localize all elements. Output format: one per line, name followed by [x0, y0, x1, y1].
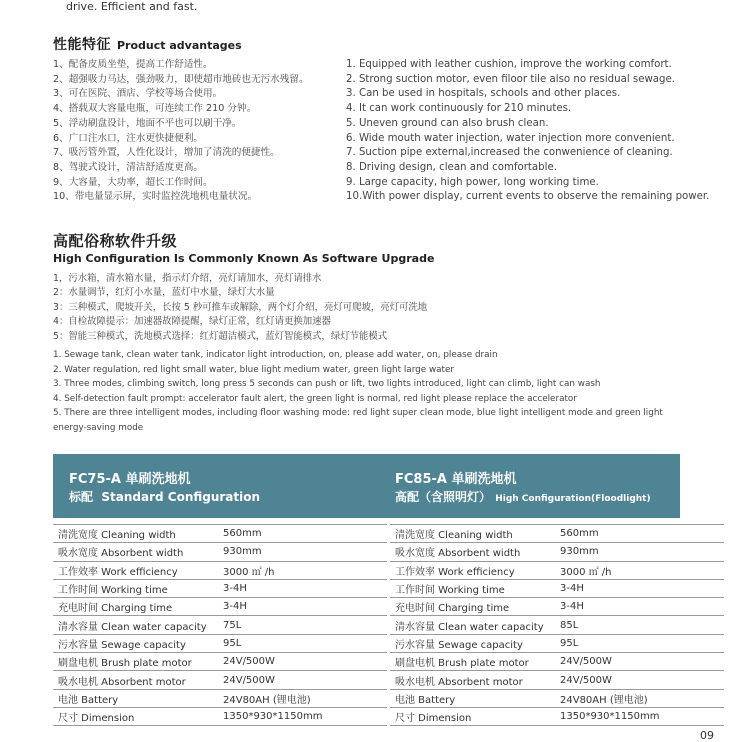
right-model-name: FC85-A 单刷洗地机 — [395, 472, 517, 487]
list-item: 7、吸污管外置，人性化设计，增加了清洗的便捷性。 — [53, 147, 280, 159]
page-number: 09 — [700, 729, 714, 742]
spec-key: 工作时间 Working time — [390, 579, 556, 597]
table-row — [53, 579, 387, 597]
left-model-name: FC75-A 单刷洗地机 — [69, 472, 191, 487]
table-row — [390, 543, 724, 561]
spec-value: 3-4H — [219, 598, 387, 616]
list-item: 1、配备皮质坐垫，提高工作舒适性。 — [53, 59, 213, 70]
spec-value: 95L — [219, 634, 387, 652]
spec-key: 尺寸 Dimension — [390, 707, 556, 725]
table-row — [390, 598, 724, 616]
list-item: 10.With power display, current events to observe the remaining power. — [346, 191, 710, 203]
list-item: 3. Three modes, climbing switch, long press 5 seconds can push or lift, two lights introduced, light can climb, light can wash — [53, 379, 601, 389]
table-row — [390, 616, 724, 634]
high-config-title-cn: 高配俗称软件升级 — [53, 232, 178, 250]
spec-key: 吸水电机 Absorbent motor — [390, 671, 556, 689]
list-item: 5. Uneven ground can also brush clean. — [346, 117, 549, 129]
list-item: 7. Suction pipe external,increased the conwenience of cleaning. — [346, 147, 673, 159]
list-item: 6. Wide mouth water injection, water injection more convenient. — [346, 132, 675, 144]
table-row — [390, 653, 724, 671]
table-row — [53, 653, 387, 671]
high-config-en-list — [53, 348, 683, 435]
list-item: 3：三种模式，爬坡开关，长按 5 秒可推车或解除，两个灯介绍，亮灯可爬坡，亮灯可洗地 — [53, 301, 428, 313]
spec-value: 75L — [219, 616, 387, 634]
list-item: 8. Driving design, clean and comfortable. — [346, 161, 557, 173]
spec-key: 污水容量 Sewage capacity — [53, 634, 219, 652]
table-row — [53, 543, 387, 561]
spec-value: 3-4H — [556, 598, 724, 616]
list-item: 3、可在医院、酒店、学校等场合使用。 — [53, 88, 223, 100]
table-row — [53, 616, 387, 634]
spec-key: 工作效率 Work efficiency — [390, 561, 556, 579]
left-config-label — [69, 488, 260, 505]
spec-value: 24V80AH (锂电池) — [219, 689, 387, 707]
list-item: 1，污水箱，清水箱水量，指示灯介绍，亮灯请加水，亮灯请排水 — [53, 273, 322, 284]
spec-value: 930mm — [556, 543, 724, 561]
left-config-en: Standard Configuration — [101, 490, 261, 504]
spec-key: 刷盘电机 Brush plate motor — [390, 653, 556, 671]
list-item: 9、大容量，大功率，超长工作时间。 — [53, 176, 213, 188]
spec-value: 930mm — [219, 543, 387, 561]
spec-value: 1350*930*1150mm — [219, 707, 387, 725]
list-item: 5. There are three intelligent modes, including floor washing mode: red light super clean mode, blue light intelligent mode and green light energy-saving mode — [53, 408, 663, 433]
spec-key: 充电时间 Charging time — [53, 598, 219, 616]
advantages-title-cn: 性能特征 — [53, 37, 111, 53]
advantages-title-en: Product advantages — [117, 39, 242, 52]
high-config-title-en: High Configuration Is Commonly Known As Software Upgrade — [53, 252, 435, 265]
table-row — [53, 707, 387, 725]
list-item: 6、广口注水口，注水更快捷便利。 — [53, 132, 204, 144]
table-row — [53, 525, 387, 543]
spec-value: 3000 ㎡ /h — [219, 561, 387, 579]
spec-key: 工作效率 Work efficiency — [53, 561, 219, 579]
spec-value: 3000 ㎡ /h — [556, 561, 724, 579]
list-item: 1. Sewage tank, clean water tank, indicator light introduction, on, please add water, on, please drain — [53, 350, 498, 360]
list-item: 1. Equipped with leather cushion, improve the working comfort. — [346, 59, 672, 70]
spec-value: 24V/500W — [556, 653, 724, 671]
table-row — [53, 671, 387, 689]
table-row — [390, 689, 724, 707]
list-item: 2. Strong suction motor, even filoor tile also no residual sewage. — [346, 73, 676, 85]
spec-key: 尺寸 Dimension — [53, 707, 219, 725]
spec-value: 560mm — [219, 525, 387, 543]
list-item: 8、驾驶式设计，清洁舒适度更高。 — [53, 161, 204, 173]
spec-key: 工作时间 Working time — [53, 579, 219, 597]
spec-key: 刷盘电机 Brush plate motor — [53, 653, 219, 671]
table-row — [53, 561, 387, 579]
high-config-cn-list — [53, 272, 427, 344]
table-row — [53, 689, 387, 707]
spec-key: 电池 Battery — [53, 689, 219, 707]
spec-value: 1350*930*1150mm — [556, 707, 724, 725]
list-item: 9. Large capacity, high power, long working time. — [346, 176, 599, 188]
list-item: 4：自检故障提示：加速器故障提醒，绿灯正常，红灯请更换加速器 — [53, 316, 331, 328]
table-row — [390, 525, 724, 543]
spec-key: 清水容量 Clean water capacity — [390, 616, 556, 634]
table-row — [390, 561, 724, 579]
list-item: 4. Self-detection fault prompt: accelerator fault alert, the green light is normal, red light please replace the accelerator — [53, 393, 577, 404]
spec-key: 吸水电机 Absorbent motor — [53, 671, 219, 689]
list-item: 2. Water regulation, red light small water, blue light medium water, green light large water — [53, 364, 455, 375]
list-item: 10、带电量显示屏，实时监控洗地机电量状况。 — [53, 191, 258, 203]
list-item: 5、浮动刷盘设计，地面不平也可以刷干净。 — [53, 117, 242, 129]
spec-key: 污水容量 Sewage capacity — [390, 634, 556, 652]
spec-key: 清洗宽度 Cleaning width — [53, 525, 219, 543]
table-row — [53, 598, 387, 616]
list-item: 2、超强吸力马达，强劲吸力，即使超市地砖也无污水残留。 — [53, 73, 309, 85]
spec-value: 24V80AH (锂电池) — [556, 689, 724, 707]
advantages-en-list — [346, 58, 709, 205]
spec-value: 24V/500W — [219, 671, 387, 689]
spec-key: 充电时间 Charging time — [390, 598, 556, 616]
spec-value: 85L — [556, 616, 724, 634]
spec-value: 95L — [556, 634, 724, 652]
spec-value: 3-4H — [556, 579, 724, 597]
list-item: 4、搭载双大容量电瓶，可连续工作 210 分钟。 — [53, 103, 257, 115]
table-row — [390, 579, 724, 597]
left-spec-table — [53, 524, 387, 726]
advantages-cn-list — [53, 58, 309, 205]
right-config-cn: 高配（含照明灯） — [395, 490, 492, 504]
spec-key: 吸水宽度 Absorbent width — [390, 543, 556, 561]
spec-value: 560mm — [556, 525, 724, 543]
table-row — [390, 634, 724, 652]
list-item: 2：水量调节，红灯小水量，蓝灯中水量，绿灯大水量 — [53, 287, 275, 299]
spec-key: 清洗宽度 Cleaning width — [390, 525, 556, 543]
table-row — [390, 707, 724, 725]
table-row — [390, 671, 724, 689]
list-item: 4. It can work continuously for 210 minutes. — [346, 103, 572, 115]
list-item: 5：智能三种模式，洗地模式选择：红灯超洁模式，蓝灯智能模式，绿灯节能模式 — [53, 330, 388, 342]
intro-tail-text: drive. Efficient and fast. — [66, 0, 198, 13]
spec-key: 电池 Battery — [390, 689, 556, 707]
spec-key: 吸水宽度 Absorbent width — [53, 543, 219, 561]
spec-key: 清水容量 Clean water capacity — [53, 616, 219, 634]
spec-value: 3-4H — [219, 579, 387, 597]
right-spec-table — [390, 524, 724, 726]
table-row — [53, 634, 387, 652]
spec-value: 24V/500W — [556, 671, 724, 689]
advantages-title — [53, 34, 242, 54]
list-item: 3. Can be used in hospitals, schools and other places. — [346, 88, 621, 100]
right-config-en: High Configuration(Floodlight) — [495, 494, 651, 504]
right-config-label — [395, 488, 651, 505]
left-config-cn: 标配 — [69, 490, 94, 504]
spec-value: 24V/500W — [219, 653, 387, 671]
model-banner — [53, 454, 680, 518]
